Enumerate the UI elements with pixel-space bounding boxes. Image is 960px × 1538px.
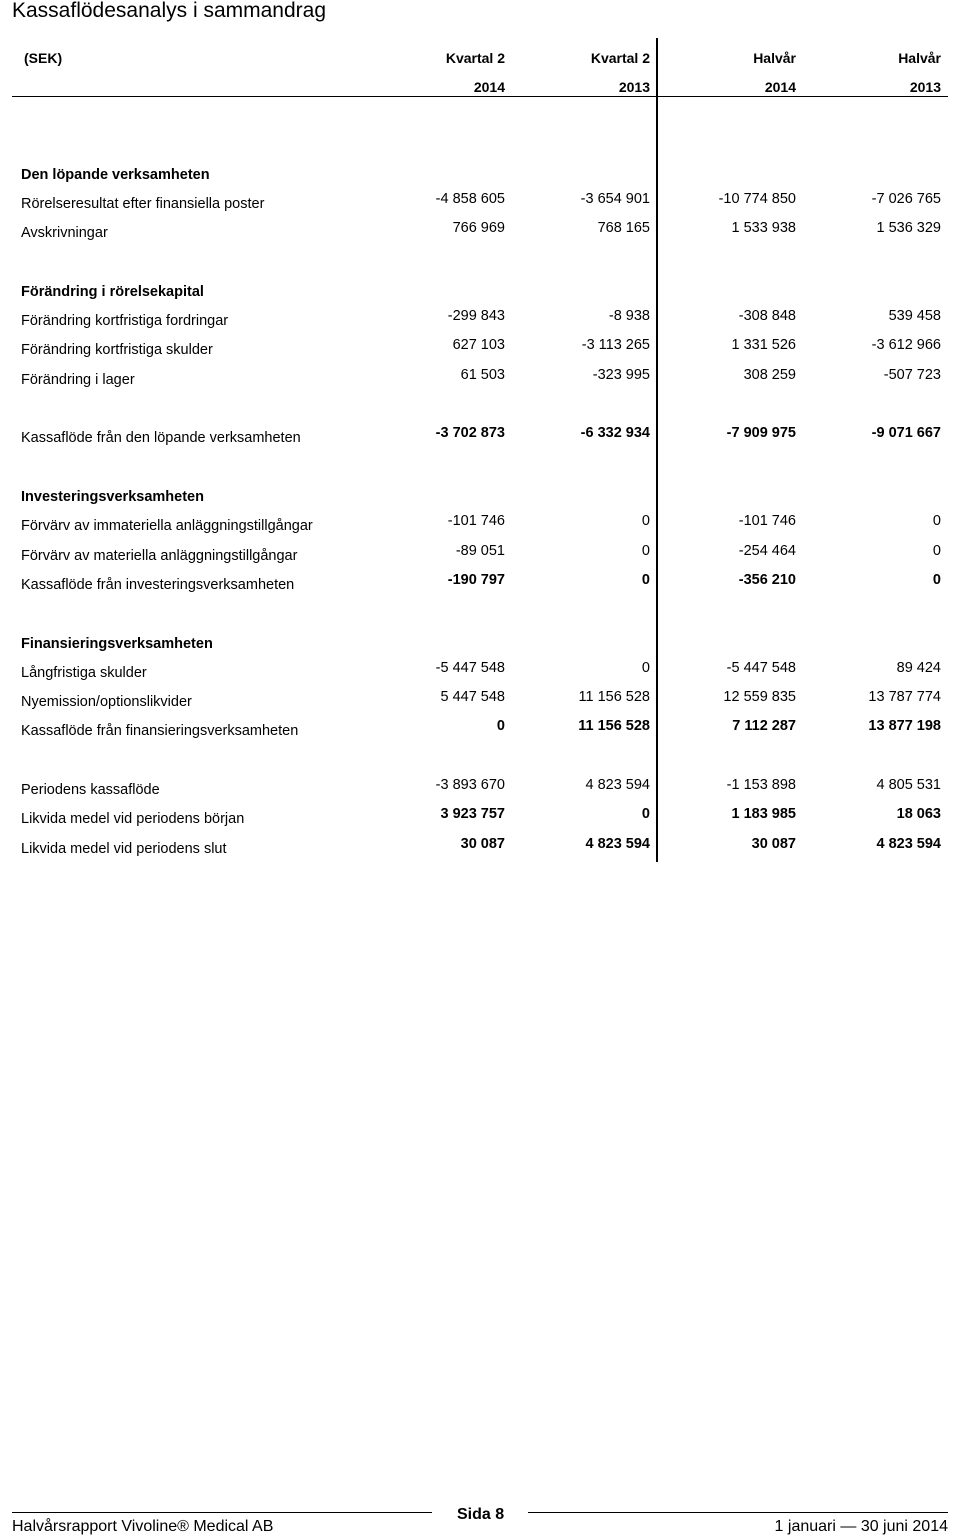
row-value-col1: -190 797 — [447, 572, 505, 588]
table-row — [0, 337, 960, 364]
row-value-col3: 1 183 985 — [731, 806, 796, 822]
table-row — [0, 191, 960, 218]
row-label: Långfristiga skulder — [21, 665, 147, 681]
row-value-col2: 0 — [641, 513, 650, 529]
row-value-col2: -6 332 934 — [580, 425, 650, 441]
row-value-col4: 4 823 594 — [876, 836, 941, 852]
row-value-col4: 89 424 — [896, 660, 941, 676]
row-value-col1: 61 503 — [460, 367, 505, 383]
row-value-col1: 30 087 — [460, 836, 505, 852]
row-value-col2: -8 938 — [608, 308, 650, 324]
total-row — [0, 836, 960, 863]
row-value-col2: -3 654 901 — [580, 191, 650, 207]
row-value-col2: 768 165 — [597, 220, 650, 236]
table-row — [0, 777, 960, 804]
col2-year: 2013 — [618, 79, 650, 95]
table-row — [0, 660, 960, 687]
table-row — [0, 220, 960, 247]
row-label: Förvärv av immateriella anläggningstillgångar — [21, 518, 313, 534]
row-value-col1: 3 923 757 — [440, 806, 505, 822]
col1-period: Kvartal 2 — [445, 50, 505, 66]
row-label: Likvida medel vid periodens slut — [21, 841, 227, 857]
row-value-col4: -7 026 765 — [871, 191, 941, 207]
row-value-col1: -89 051 — [455, 543, 505, 559]
total-row — [0, 425, 960, 452]
row-label: Förändring i lager — [21, 372, 135, 388]
row-label: Förändring i rörelsekapital — [21, 284, 204, 300]
row-label: Investeringsverksamheten — [21, 489, 204, 505]
row-value-col1: -101 746 — [447, 513, 505, 529]
footer-rule-left — [12, 1512, 432, 1513]
col2-period: Kvartal 2 — [590, 50, 650, 66]
row-label: Den löpande verksamheten — [21, 167, 210, 183]
row-value-col2: 4 823 594 — [585, 836, 650, 852]
page-footer — [0, 1500, 960, 1538]
row-value-col4: 13 787 774 — [868, 689, 941, 705]
row-value-col1: 0 — [496, 718, 505, 734]
row-value-col4: 13 877 198 — [868, 718, 941, 734]
col4-year: 2013 — [909, 79, 941, 95]
footer-page-number: Sida 8 — [457, 1506, 505, 1523]
row-value-col2: 4 823 594 — [585, 777, 650, 793]
table-row — [0, 513, 960, 540]
row-label: Nyemission/optionslikvider — [21, 694, 192, 710]
footer-rule-right — [528, 1512, 948, 1513]
row-label: Likvida medel vid periodens början — [21, 811, 245, 827]
table-row — [0, 308, 960, 335]
row-value-col4: 0 — [932, 513, 941, 529]
row-label: Finansieringsverksamheten — [21, 636, 213, 652]
row-value-col2: -323 995 — [592, 367, 650, 383]
currency-label: (SEK) — [24, 50, 63, 66]
table-row — [0, 543, 960, 570]
page-title: Kassaflödesanalys i sammandrag — [12, 0, 326, 22]
row-value-col3: 1 533 938 — [731, 220, 796, 236]
row-value-col1: -3 702 873 — [435, 425, 505, 441]
table-row — [0, 689, 960, 716]
row-label: Avskrivningar — [21, 225, 108, 241]
row-value-col3: -356 210 — [738, 572, 796, 588]
total-row — [0, 718, 960, 745]
section-heading-row — [0, 636, 960, 658]
row-value-col2: 11 156 528 — [578, 689, 650, 705]
row-label: Periodens kassaflöde — [21, 782, 160, 798]
row-value-col2: 0 — [641, 543, 650, 559]
row-value-col2: -3 113 265 — [581, 337, 650, 353]
row-value-col3: -1 153 898 — [726, 777, 796, 793]
row-label: Förändring kortfristiga fordringar — [21, 313, 229, 329]
row-value-col1: -5 447 548 — [435, 660, 505, 676]
col4-period: Halvår — [898, 50, 941, 66]
row-value-col3: 308 259 — [743, 367, 796, 383]
section-heading-row — [0, 284, 960, 306]
section-heading-row — [0, 489, 960, 511]
row-value-col2: 0 — [641, 660, 650, 676]
row-value-col3: -5 447 548 — [726, 660, 796, 676]
row-value-col3: 12 559 835 — [723, 689, 796, 705]
row-value-col1: -4 858 605 — [435, 191, 505, 207]
row-label: Förändring kortfristiga skulder — [21, 342, 213, 358]
table-row — [0, 367, 960, 394]
row-value-col4: -9 071 667 — [871, 425, 941, 441]
row-value-col1: 627 103 — [452, 337, 505, 353]
row-value-col3: 30 087 — [751, 836, 796, 852]
row-value-col4: 4 805 531 — [876, 777, 941, 793]
row-value-col3: 7 112 287 — [732, 718, 796, 734]
row-label: Kassaflöde från investeringsverksamheten — [21, 577, 295, 593]
total-row — [0, 572, 960, 599]
row-label: Rörelseresultat efter finansiella poster — [21, 196, 265, 212]
row-value-col1: -299 843 — [447, 308, 505, 324]
row-value-col3: -7 909 975 — [726, 425, 796, 441]
col1-year: 2014 — [473, 79, 505, 95]
row-value-col4: 18 063 — [896, 806, 941, 822]
row-value-col4: 0 — [932, 572, 941, 588]
footer-period: 1 januari — 30 juni 2014 — [774, 1518, 948, 1535]
row-value-col4: -3 612 966 — [871, 337, 941, 353]
row-value-col3: -254 464 — [738, 543, 796, 559]
row-value-col3: -308 848 — [738, 308, 796, 324]
col3-year: 2014 — [764, 79, 796, 95]
row-value-col2: 0 — [641, 572, 650, 588]
col3-period: Halvår — [753, 50, 796, 66]
section-heading-row — [0, 167, 960, 189]
row-value-col4: 539 458 — [888, 308, 941, 324]
row-value-col4: -507 723 — [883, 367, 941, 383]
row-value-col3: 1 331 526 — [731, 337, 796, 353]
row-label: Kassaflöde från den löpande verksamheten — [21, 430, 301, 446]
row-value-col2: 11 156 528 — [578, 718, 650, 734]
row-value-col1: 5 447 548 — [440, 689, 505, 705]
row-value-col3: -101 746 — [738, 513, 796, 529]
row-value-col1: -3 893 670 — [435, 777, 505, 793]
row-value-col2: 0 — [641, 806, 650, 822]
footer-company: Halvårsrapport Vivoline® Medical AB — [12, 1518, 274, 1535]
row-value-col1: 766 969 — [452, 220, 505, 236]
row-value-col3: -10 774 850 — [718, 191, 796, 207]
row-value-col4: 0 — [932, 543, 941, 559]
row-label: Förvärv av materiella anläggningstillgångar — [21, 548, 298, 564]
total-row — [0, 806, 960, 833]
row-label: Kassaflöde från finansieringsverksamheten — [21, 723, 299, 739]
row-value-col4: 1 536 329 — [876, 220, 941, 236]
